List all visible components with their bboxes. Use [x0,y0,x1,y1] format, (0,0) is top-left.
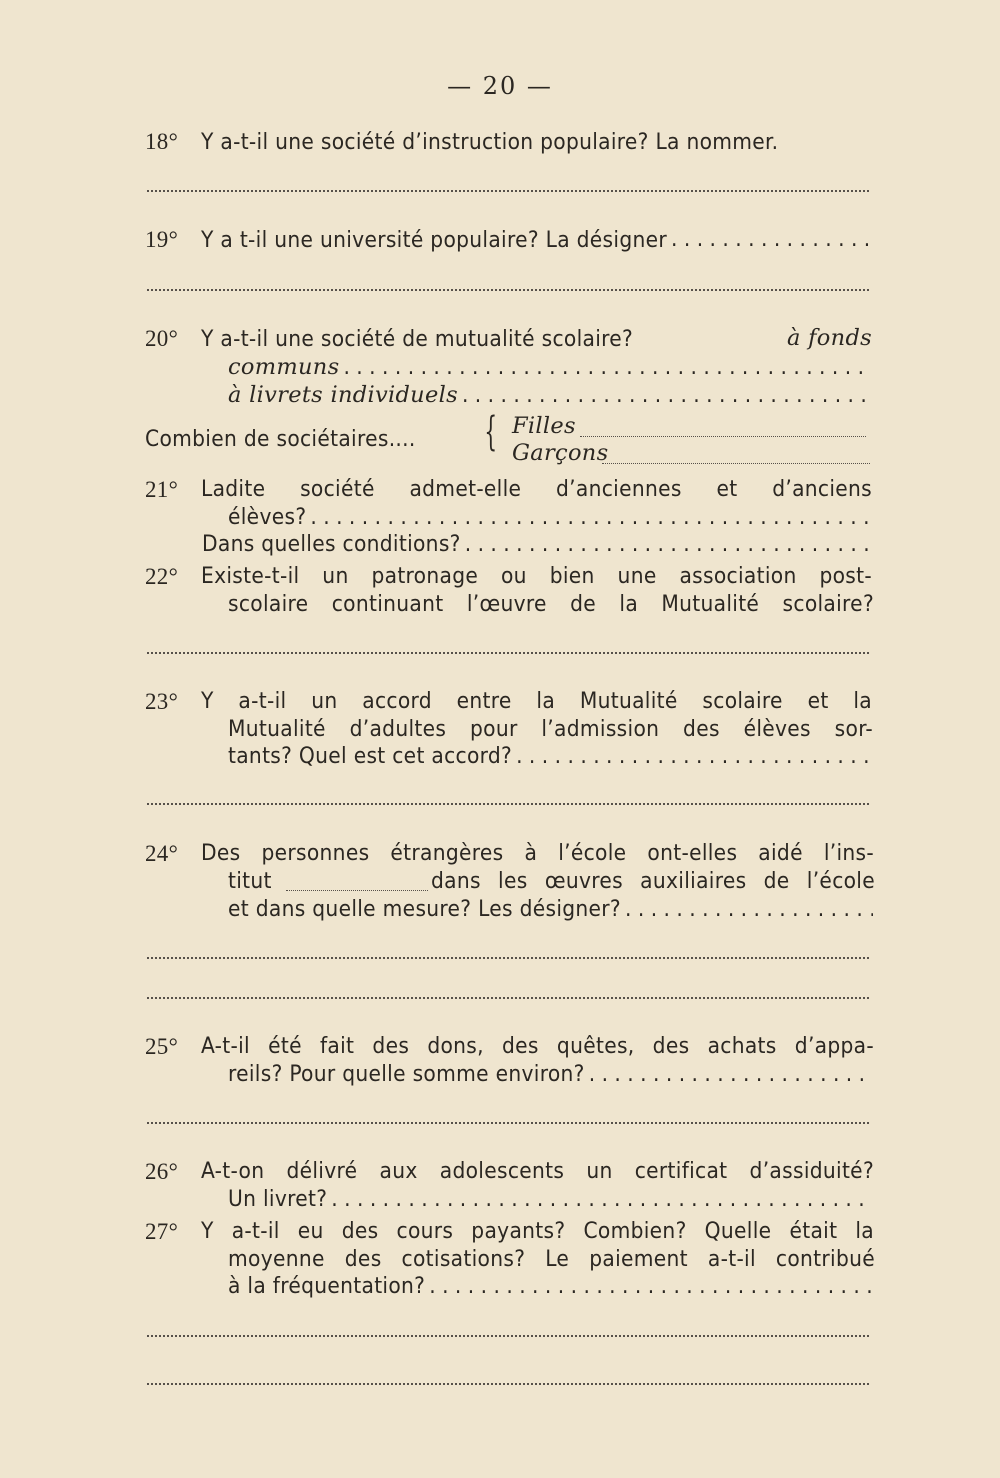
question-text: tants? Quel est cet accord? [228,743,513,769]
question-number: 27° [145,1219,179,1244]
question-24 [145,840,874,867]
question-number: 20° [145,326,179,351]
question-18 [145,128,870,156]
dot-leader [465,531,870,558]
question-25-line2 [228,1061,873,1088]
question-text: Y a t-il une université populaire? La désigner [201,227,667,253]
answer-line [147,1335,869,1337]
option-fonds: à fonds [787,325,872,351]
question-number: 25° [145,1034,179,1059]
question-26-line2 [228,1186,873,1213]
dot-leader [331,1186,873,1213]
dot-leader [310,504,870,531]
question-27-line3 [228,1273,873,1300]
question-24-line2b: dans les œuvres auxiliaires de l’école [431,868,875,894]
answer-garcons [602,463,870,464]
answer-line [147,803,869,805]
answer-titut [286,890,428,891]
answer-line [147,1383,869,1385]
question-text: Y a-t-il une société de mutualité scolaire? [201,326,634,352]
question-22-line2: scolaire continuant l’œuvre de la Mutualité scolaire? [228,591,874,617]
question-number: 19° [145,227,179,252]
question-text: reils? Pour quelle somme environ? [228,1061,585,1087]
question-24-line2a: titut [228,868,272,894]
brace-icon: { [484,409,498,455]
dot-leader [516,743,873,770]
question-text: Existe-t-il un patronage ou bien une association post- [201,563,872,589]
question-number: 24° [145,841,179,866]
question-20 [145,325,872,353]
dot-leader [429,1273,873,1300]
answer-filles [580,436,866,437]
question-number: 18° [145,129,179,154]
question-text: Y a-t-il un accord entre la Mutualité scolaire et la [201,688,872,714]
question-text: élèves? [228,504,307,530]
question-27 [145,1218,874,1245]
dot-leader [671,226,870,254]
question-text: Dans quelles conditions? [202,531,461,557]
question-text: A-t-il été fait des dons, des quêtes, des achats d’appa- [201,1033,874,1059]
question-text: Y a-t-il eu des cours payants? Combien? Quelle était la [201,1218,874,1244]
question-19 [145,226,870,254]
question-number: 26° [145,1159,179,1184]
answer-line [147,289,869,291]
question-27-line2: moyenne des cotisations? Le paiement a-t-il contribué [228,1246,875,1272]
question-21-line3 [202,531,870,558]
question-text: A-t-on délivré aux adolescents un certificat d’assiduité? [201,1158,874,1184]
question-text: Y a-t-il une société d’instruction populaire? La nommer. [201,129,779,155]
dot-leader [462,382,870,409]
question-26 [145,1158,874,1185]
option-livrets: à livrets individuels [228,382,458,408]
page-number: — 20 — [447,72,553,100]
question-text: Un livret? [228,1186,328,1212]
question-22 [145,563,872,590]
question-21 [145,476,872,503]
question-23 [145,688,872,715]
dot-leader [625,896,873,923]
question-text: Ladite société admet-elle d’anciennes et d’anciens [201,476,872,502]
question-number: 22° [145,564,179,589]
question-20-livrets [228,382,870,409]
question-text: à la fréquentation? [228,1273,426,1299]
question-20-communs [228,354,870,381]
question-24-line3 [228,896,873,923]
label-filles: Filles [512,413,576,439]
question-text: et dans quelle mesure? Les désigner? [228,896,621,922]
answer-line [147,957,869,959]
sociétaires-label: Combien de sociétaires.... [145,426,416,452]
answer-line [147,190,869,192]
answer-line [147,1122,869,1124]
answer-line [147,652,869,654]
question-text: Des personnes étrangères à l’école ont-elles aidé l’ins- [201,840,874,866]
option-communs: communs [228,354,340,380]
question-25 [145,1033,874,1060]
question-21-line2 [228,504,870,531]
dot-leader [589,1061,873,1088]
question-23-line2: Mutualité d’adultes pour l’admission des élèves sor- [228,716,873,742]
answer-line [147,997,869,999]
question-number: 21° [145,477,179,502]
dot-leader [343,354,870,381]
label-garcons: Garçons [512,440,609,466]
question-number: 23° [145,689,179,714]
question-23-line3 [228,743,873,770]
